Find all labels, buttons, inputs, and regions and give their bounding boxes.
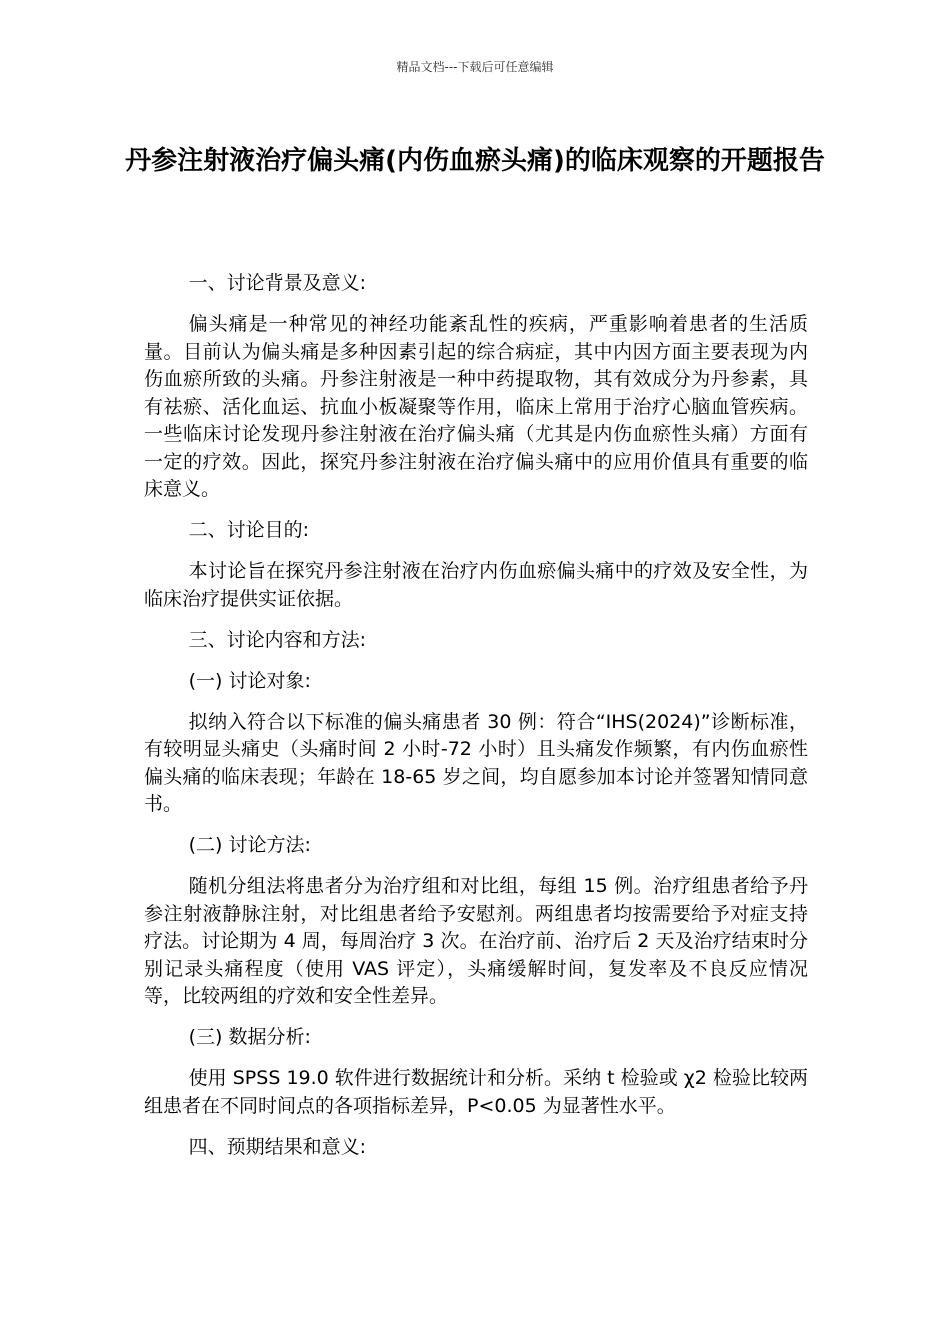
section-heading-background: 一、讨论背景及意义: bbox=[188, 272, 367, 294]
paragraph-purpose: 本讨论旨在探究丹参注射液在治疗内伤血瘀偏头痛中的疗效及安全性，为临床治疗提供实证依据。 bbox=[144, 560, 808, 610]
section-heading-expected-results: 四、预期结果和意义: bbox=[188, 1135, 367, 1158]
subsection-heading-subjects: (一) 讨论对象: bbox=[188, 669, 311, 692]
subsection-heading-analysis: (三) 数据分析: bbox=[188, 1026, 311, 1048]
paragraph-subjects: 拟纳入符合以下标准的偏头痛患者 30 例：符合“IHS(2024)”诊断标准，有较明显头痛史（头痛时间 2 小时-72 小时）且头痛发作频繁，有内伤血瘀性偏头痛的临床表现；年龄在 18-65 岁之间，均自愿参加本讨论并签署知情同意书。 bbox=[144, 710, 808, 815]
section-heading-methods: 三、讨论内容和方法: bbox=[188, 628, 367, 651]
header-note: 精品文档---下载后可任意编辑 bbox=[396, 60, 554, 74]
document-body bbox=[144, 270, 808, 1175]
document-title: 丹参注射液治疗偏头痛(内伤血瘀头痛)的临床观察的开题报告 bbox=[125, 146, 825, 176]
paragraph-analysis: 使用 SPSS 19.0 软件进行数据统计和分析。采纳 t 检验或 χ2 检验比较两组患者在不同时间点的各项指标差异，P<0.05 为显著性水平。 bbox=[144, 1067, 808, 1117]
paragraph-background: 偏头痛是一种常见的神经功能紊乱性的疾病，严重影响着患者的生活质量。目前认为偏头痛是多种因素引起的综合病症，其中内因方面主要表现为内伤血瘀所致的头痛。丹参注射液是一种中药提取物，其有效成分为丹参素，具有祛瘀、活化血运、抗血小板凝聚等作用，临床上常用于治疗心脑血管疾病。一些临床讨论发现丹参注射液在治疗偏头痛（尤其是内伤血瘀性头痛）方面有一定的疗效。因此，探究丹参注射液在治疗偏头痛中的应用价值具有重要的临床意义。 bbox=[144, 313, 808, 500]
subsection-heading-method: (二) 讨论方法: bbox=[188, 834, 311, 856]
paragraph-method: 随机分组法将患者分为治疗组和对比组，每组 15 例。治疗组患者给予丹参注射液静脉注射，对比组患者给予安慰剂。两组患者均按需要给予对症支持疗法。讨论期为 4 周，每周治疗 3 次。在治疗前、治疗后 2 天及治疗结束时分别记录头痛程度（使用 VAS 评定），头痛缓解时间，复发率及不良反应情况等，比较两组的疗效和安全性差异。 bbox=[144, 875, 808, 1007]
section-heading-purpose: 二、讨论目的: bbox=[188, 519, 310, 541]
